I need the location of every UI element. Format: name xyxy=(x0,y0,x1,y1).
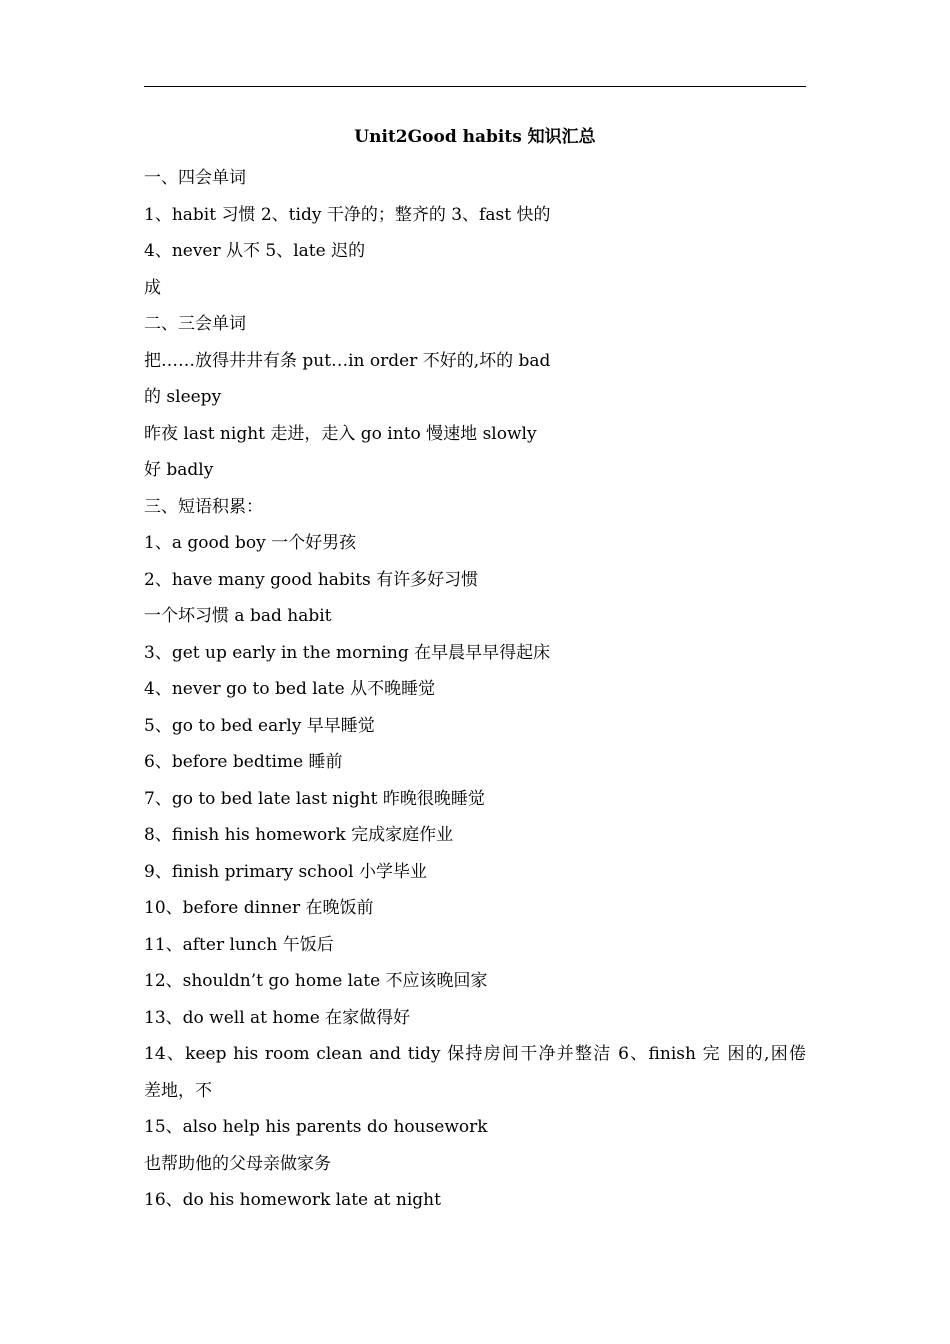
phrase-item: 一个坏习惯 a bad habit xyxy=(144,606,332,626)
phrase-item: 9、finish primary school 小学毕业 xyxy=(144,861,427,882)
text-line: 的 sleepy xyxy=(144,387,222,407)
phrase-item: 3、get up early in the morning 在早晨早早得起床 xyxy=(144,642,551,663)
document-title: Unit2Good habits 知识汇总 xyxy=(354,127,596,147)
text-line: 昨夜 last night 走进，走入 go into 慢速地 slowly xyxy=(144,423,537,444)
phrase-item: 8、finish his homework 完成家庭作业 xyxy=(144,825,454,845)
phrase-item: 11、after lunch 午饭后 xyxy=(144,934,334,955)
section-heading-four-skill-words: 一、四会单词 xyxy=(144,168,246,188)
phrase-item: 4、never go to bed late 从不晚睡觉 xyxy=(144,679,436,699)
phrase-item: 12、shouldn’t go home late 不应该晚回家 xyxy=(144,971,488,991)
phrase-item: 6、before bedtime 睡前 xyxy=(144,752,343,772)
text-line: 差地，不 xyxy=(144,1080,212,1101)
section-heading-phrases: 三、短语积累： xyxy=(144,496,263,517)
text-line: 4、never 从不 5、late 迟的 xyxy=(144,241,366,261)
text-line: 把……放得井井有条 put…in order 不好的,坏的 bad xyxy=(144,350,551,371)
phrase-item: 14、keep his room clean and tidy 保持房间干净并整洁 6、finish 完 困的,困倦 xyxy=(144,1044,806,1064)
header-rule xyxy=(144,86,806,87)
section-heading-three-skill-words: 二、三会单词 xyxy=(144,314,246,334)
phrase-item: 2、have many good habits 有许多好习惯 xyxy=(144,569,479,590)
phrase-item: 16、do his homework late at night xyxy=(144,1190,441,1210)
text-line: 好 badly xyxy=(144,460,214,480)
phrase-item: 13、do well at home 在家做得好 xyxy=(144,1007,411,1028)
text-line: 也帮助他的父母亲做家务 xyxy=(144,1153,331,1174)
document-body xyxy=(144,160,806,1219)
phrase-item: 5、go to bed early 早早睡觉 xyxy=(144,715,375,736)
phrase-item: 1、a good boy 一个好男孩 xyxy=(144,533,357,553)
phrase-item: 7、go to bed late last night 昨晚很晚睡觉 xyxy=(144,788,485,809)
phrase-item: 10、before dinner 在晚饭前 xyxy=(144,898,374,918)
text-line: 1、habit 习惯 2、tidy 干净的；整齐的 3、fast 快的 xyxy=(144,204,551,225)
phrase-item: 15、also help his parents do housework xyxy=(144,1117,488,1137)
text-line: 成 xyxy=(144,277,161,298)
